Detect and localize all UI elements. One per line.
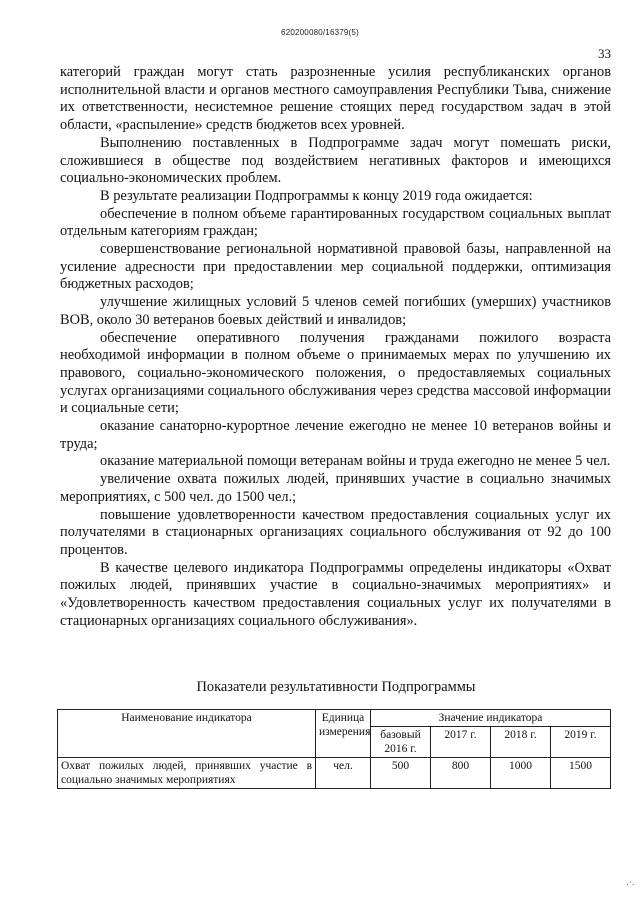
- cell-indicator-name: Охват пожилых людей, принявших участие в социально значимых мероприятиях: [58, 758, 316, 789]
- paragraph: обеспечение оперативного получения гражданами пожилого возраста необходимой информации в полном объеме о принимаемых мерах по улучшению их правового, социально-экономического положения, о предоставляемых социальных услугах организациями социального обслуживания через средства массовой информации и социальные сети;: [60, 329, 611, 417]
- header-indicator-name: Наименование индикатора: [58, 710, 316, 758]
- header-base-year: базовый 2016 г.: [371, 727, 431, 758]
- paragraph: обеспечение в полном объеме гарантированных государством социальных выплат отдельным категориям граждан;: [60, 205, 611, 240]
- table-title: Показатели результативности Подпрограммы: [196, 679, 476, 695]
- header-2019: 2019 г.: [551, 727, 611, 758]
- paragraph: оказание материальной помощи ветеранам войны и труда ежегодно не менее 5 чел.: [100, 453, 611, 470]
- page-number: 33: [598, 46, 611, 61]
- header-indicator-value: Значение индикатора: [371, 710, 611, 727]
- cell-2018: 1000: [491, 758, 551, 789]
- paragraph: улучшение жилищных условий 5 членов семей погибших (умерших) участников ВОВ, около 30 ветеранов боевых действий и инвалидов;: [60, 294, 611, 328]
- indicators-table: [57, 709, 611, 789]
- paragraph: совершенствование региональной нормативной правовой базы, направленной на усиление адресности при предоставлении мер социальной поддержки, оптимизация бюджетных расходов;: [60, 241, 611, 293]
- body-text: [60, 64, 611, 631]
- table-row: [58, 758, 611, 789]
- paragraph: увеличение охвата пожилых людей, принявших участие в социально значимых мероприятиях, с 500 чел. до 1500 чел.;: [60, 471, 611, 505]
- paragraph: В качестве целевого индикатора Подпрограммы определены индикаторы «Охват пожилых людей, принявших участие в социально-значимых мероприятиях» и «Удовлетворенность качеством предоставления социальных услуг их получателями в стационарных организациях социального обслуживания».: [60, 559, 611, 629]
- paragraph: оказание санаторно-курортное лечение ежегодно не менее 10 ветеранов войны и труда;: [60, 418, 611, 452]
- header-2017: 2017 г.: [431, 727, 491, 758]
- document-reference: 620200080/16379(5): [281, 28, 359, 37]
- header-2018: 2018 г.: [491, 727, 551, 758]
- cell-unit: чел.: [316, 758, 371, 789]
- paragraph: категорий граждан могут стать разрозненные усилия республиканских органов исполнительной власти и органов местного самоуправления Республики Тыва, снижение их ответственности, несистемное решение стоящих перед государством задач в этой области, «распыление» средств бюджетов всех уровней.: [60, 64, 611, 134]
- cell-base: 500: [371, 758, 431, 789]
- paragraph: В результате реализации Подпрограммы к концу 2019 года ожидается:: [100, 187, 533, 204]
- header-unit: Единица измерения: [316, 710, 371, 758]
- cell-2017: 800: [431, 758, 491, 789]
- table-header-row: [58, 710, 611, 727]
- cell-2019: 1500: [551, 758, 611, 789]
- paragraph: повышение удовлетворенности качеством предоставления социальных услуг их получателями в стационарных организациях социального обслуживания от 92 до 100 процентов.: [60, 506, 611, 558]
- corner-mark: .·.: [626, 878, 635, 888]
- paragraph: Выполнению поставленных в Подпрограмме задач могут помешать риски, сложившиеся в обществе под воздействием негативных факторов и имеющихся социально-экономических проблем.: [60, 134, 611, 187]
